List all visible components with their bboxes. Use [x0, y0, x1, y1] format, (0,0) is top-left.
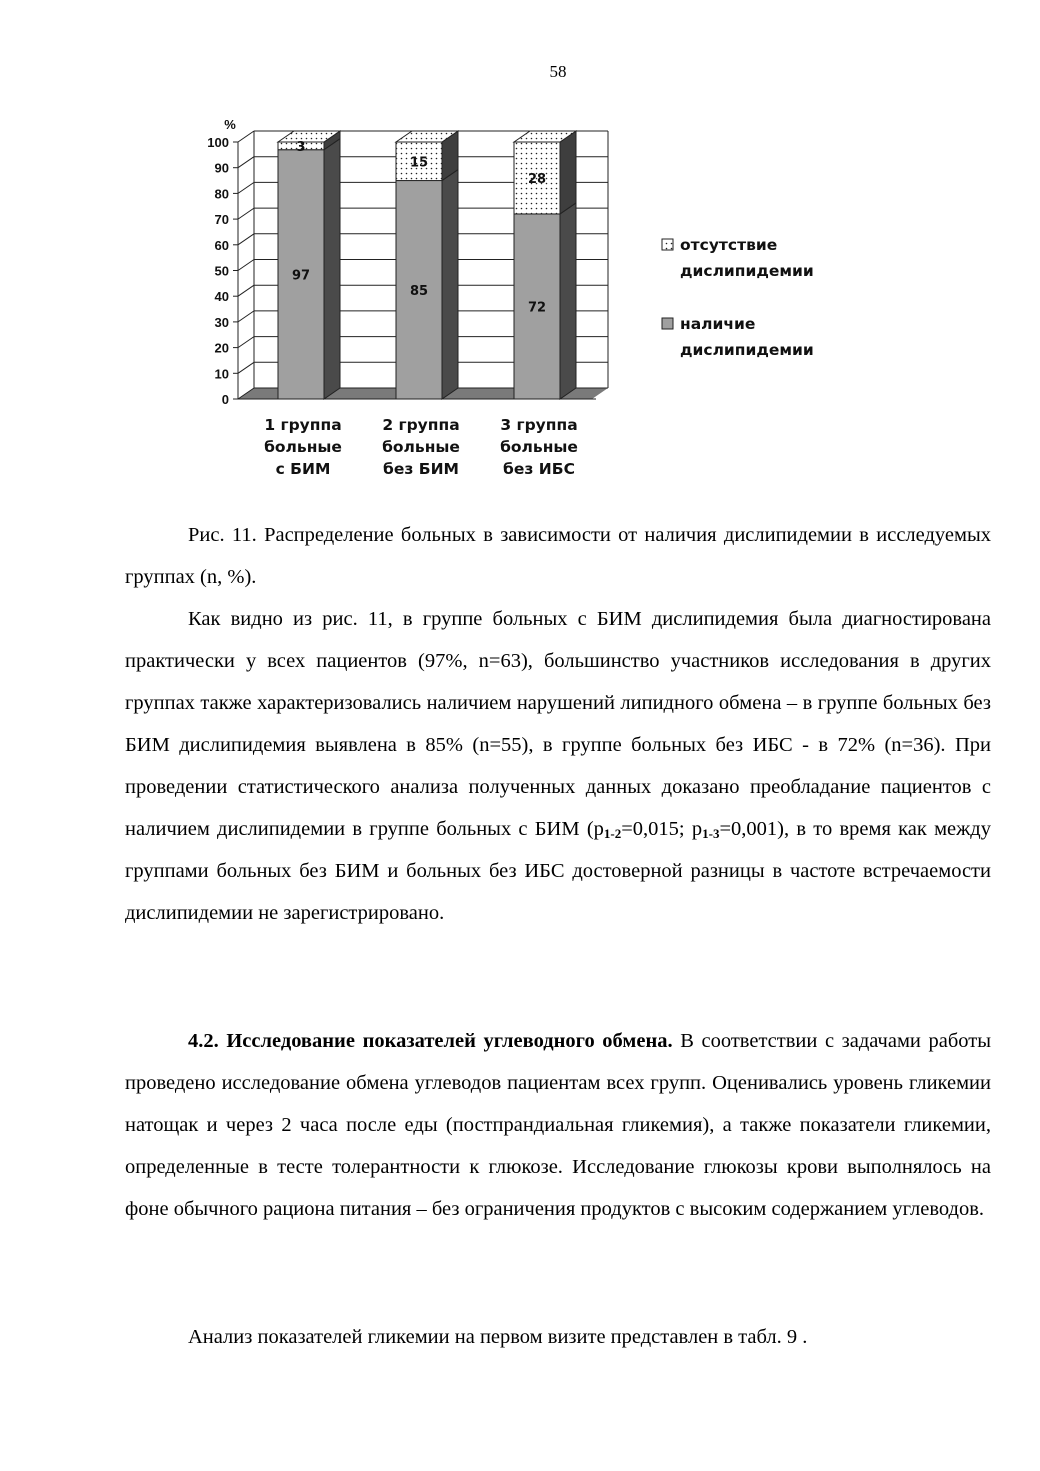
- legend-swatch: [662, 318, 673, 329]
- category-label: 3 группа: [500, 416, 578, 434]
- category-label: 2 группа: [382, 416, 460, 434]
- para1-text-b: =0,015; p: [621, 818, 703, 840]
- bar-side: [442, 170, 458, 399]
- bar-side: [560, 131, 576, 214]
- gridline-side: [238, 285, 254, 296]
- category-label: больные: [264, 438, 342, 456]
- legend-label: отсутствие: [680, 236, 778, 254]
- category-label: больные: [382, 438, 460, 456]
- stacked-bar-chart: [190, 112, 870, 492]
- category-label: больные: [500, 438, 578, 456]
- gridline-side: [238, 208, 254, 219]
- bar-side: [324, 139, 340, 399]
- gridline-side: [238, 311, 254, 322]
- y-tick-label: 100: [207, 135, 229, 150]
- data-label: 15: [409, 155, 429, 171]
- y-axis-label: %: [224, 117, 236, 132]
- y-tick-label: 10: [214, 366, 229, 382]
- category-label: с БИМ: [275, 460, 331, 478]
- section-heading: 4.2. Исследование показателей углеводного обмена.: [188, 1030, 673, 1052]
- section-text: В соответствии с задачами работы проведено исследование обмена углеводов пациентам всех групп. Оценивались уровень гликемии натощак и через 2 часа после еды (постпрандиальная гликемия), а также показатели гликемии, определенные в тесте толерантности к глюкозе. Исследование глюкозы крови выполнялось на фоне обычного рациона питания – без ограничения продуктов с высоким содержанием углеводов.: [125, 1030, 991, 1220]
- y-tick-label: 30: [214, 314, 229, 330]
- paragraph-section-4-2: [125, 1020, 991, 1230]
- gridline-side: [238, 234, 254, 245]
- legend-swatch: [662, 239, 673, 250]
- gridline-side: [238, 157, 254, 168]
- gridline-side: [238, 260, 254, 271]
- para1-sub1: 1-2: [603, 826, 622, 841]
- data-label: 85: [409, 283, 429, 299]
- para1-text-c: =0,001), в то время как между группами больных без БИМ и больных без ИБС достоверной разницы в частоте встречаемости дислипидемии не зарегистрировано.: [125, 818, 991, 924]
- para1-text-a: Как видно из рис. 11, в группе больных с БИМ дислипидемия была диагностирована практически у всех пациентов (97%, n=63), большинство участников исследования в других группах также характеризовались наличием нарушений липидного обмена – в группе больных без БИМ дислипидемия выявлена в 85% (n=55), в группе больных без ИБС - в 72% (n=36). При проведении статистического анализа полученных данных доказано преобладание пациентов с наличием дислипидемии в группе больных с БИМ (p: [125, 608, 991, 840]
- paragraph-table-ref: [125, 1316, 991, 1358]
- caption-text: Рис. 11. Распределение больных в зависимости от наличия дислипидемии в исследуемых группах (n, %).: [125, 524, 991, 588]
- legend-label: дислипидемии: [680, 341, 814, 359]
- y-tick-label: 0: [221, 392, 229, 407]
- y-tick-label: 60: [214, 237, 229, 253]
- figure-caption: [125, 514, 991, 598]
- gridline-side: [238, 362, 254, 373]
- gridline-side: [238, 182, 254, 193]
- data-label: 97: [291, 268, 311, 284]
- data-label: 28: [527, 171, 547, 187]
- bar-side: [560, 203, 576, 399]
- data-label: 72: [527, 300, 547, 316]
- y-tick-label: 90: [214, 160, 229, 176]
- category-label: без БИМ: [383, 460, 459, 478]
- gridline-side: [238, 131, 254, 142]
- y-tick-label: 50: [214, 263, 229, 279]
- page-number: 58: [549, 62, 567, 81]
- paragraph-results: [125, 598, 991, 934]
- table-ref-text: Анализ показателей гликемии на первом визите представлен в табл. 9 .: [188, 1326, 808, 1348]
- legend-label: дислипидемии: [680, 262, 814, 280]
- legend-label: наличие: [680, 315, 756, 333]
- gridline-side: [238, 337, 254, 348]
- y-tick-label: 80: [214, 186, 229, 202]
- para1-sub2: 1-3: [702, 826, 720, 841]
- y-tick-label: 20: [214, 340, 229, 356]
- category-label: 1 группа: [264, 416, 342, 434]
- category-label: без ИБС: [503, 460, 575, 478]
- y-tick-label: 70: [214, 212, 229, 228]
- data-label: 3: [296, 139, 306, 155]
- y-tick-label: 40: [214, 289, 229, 305]
